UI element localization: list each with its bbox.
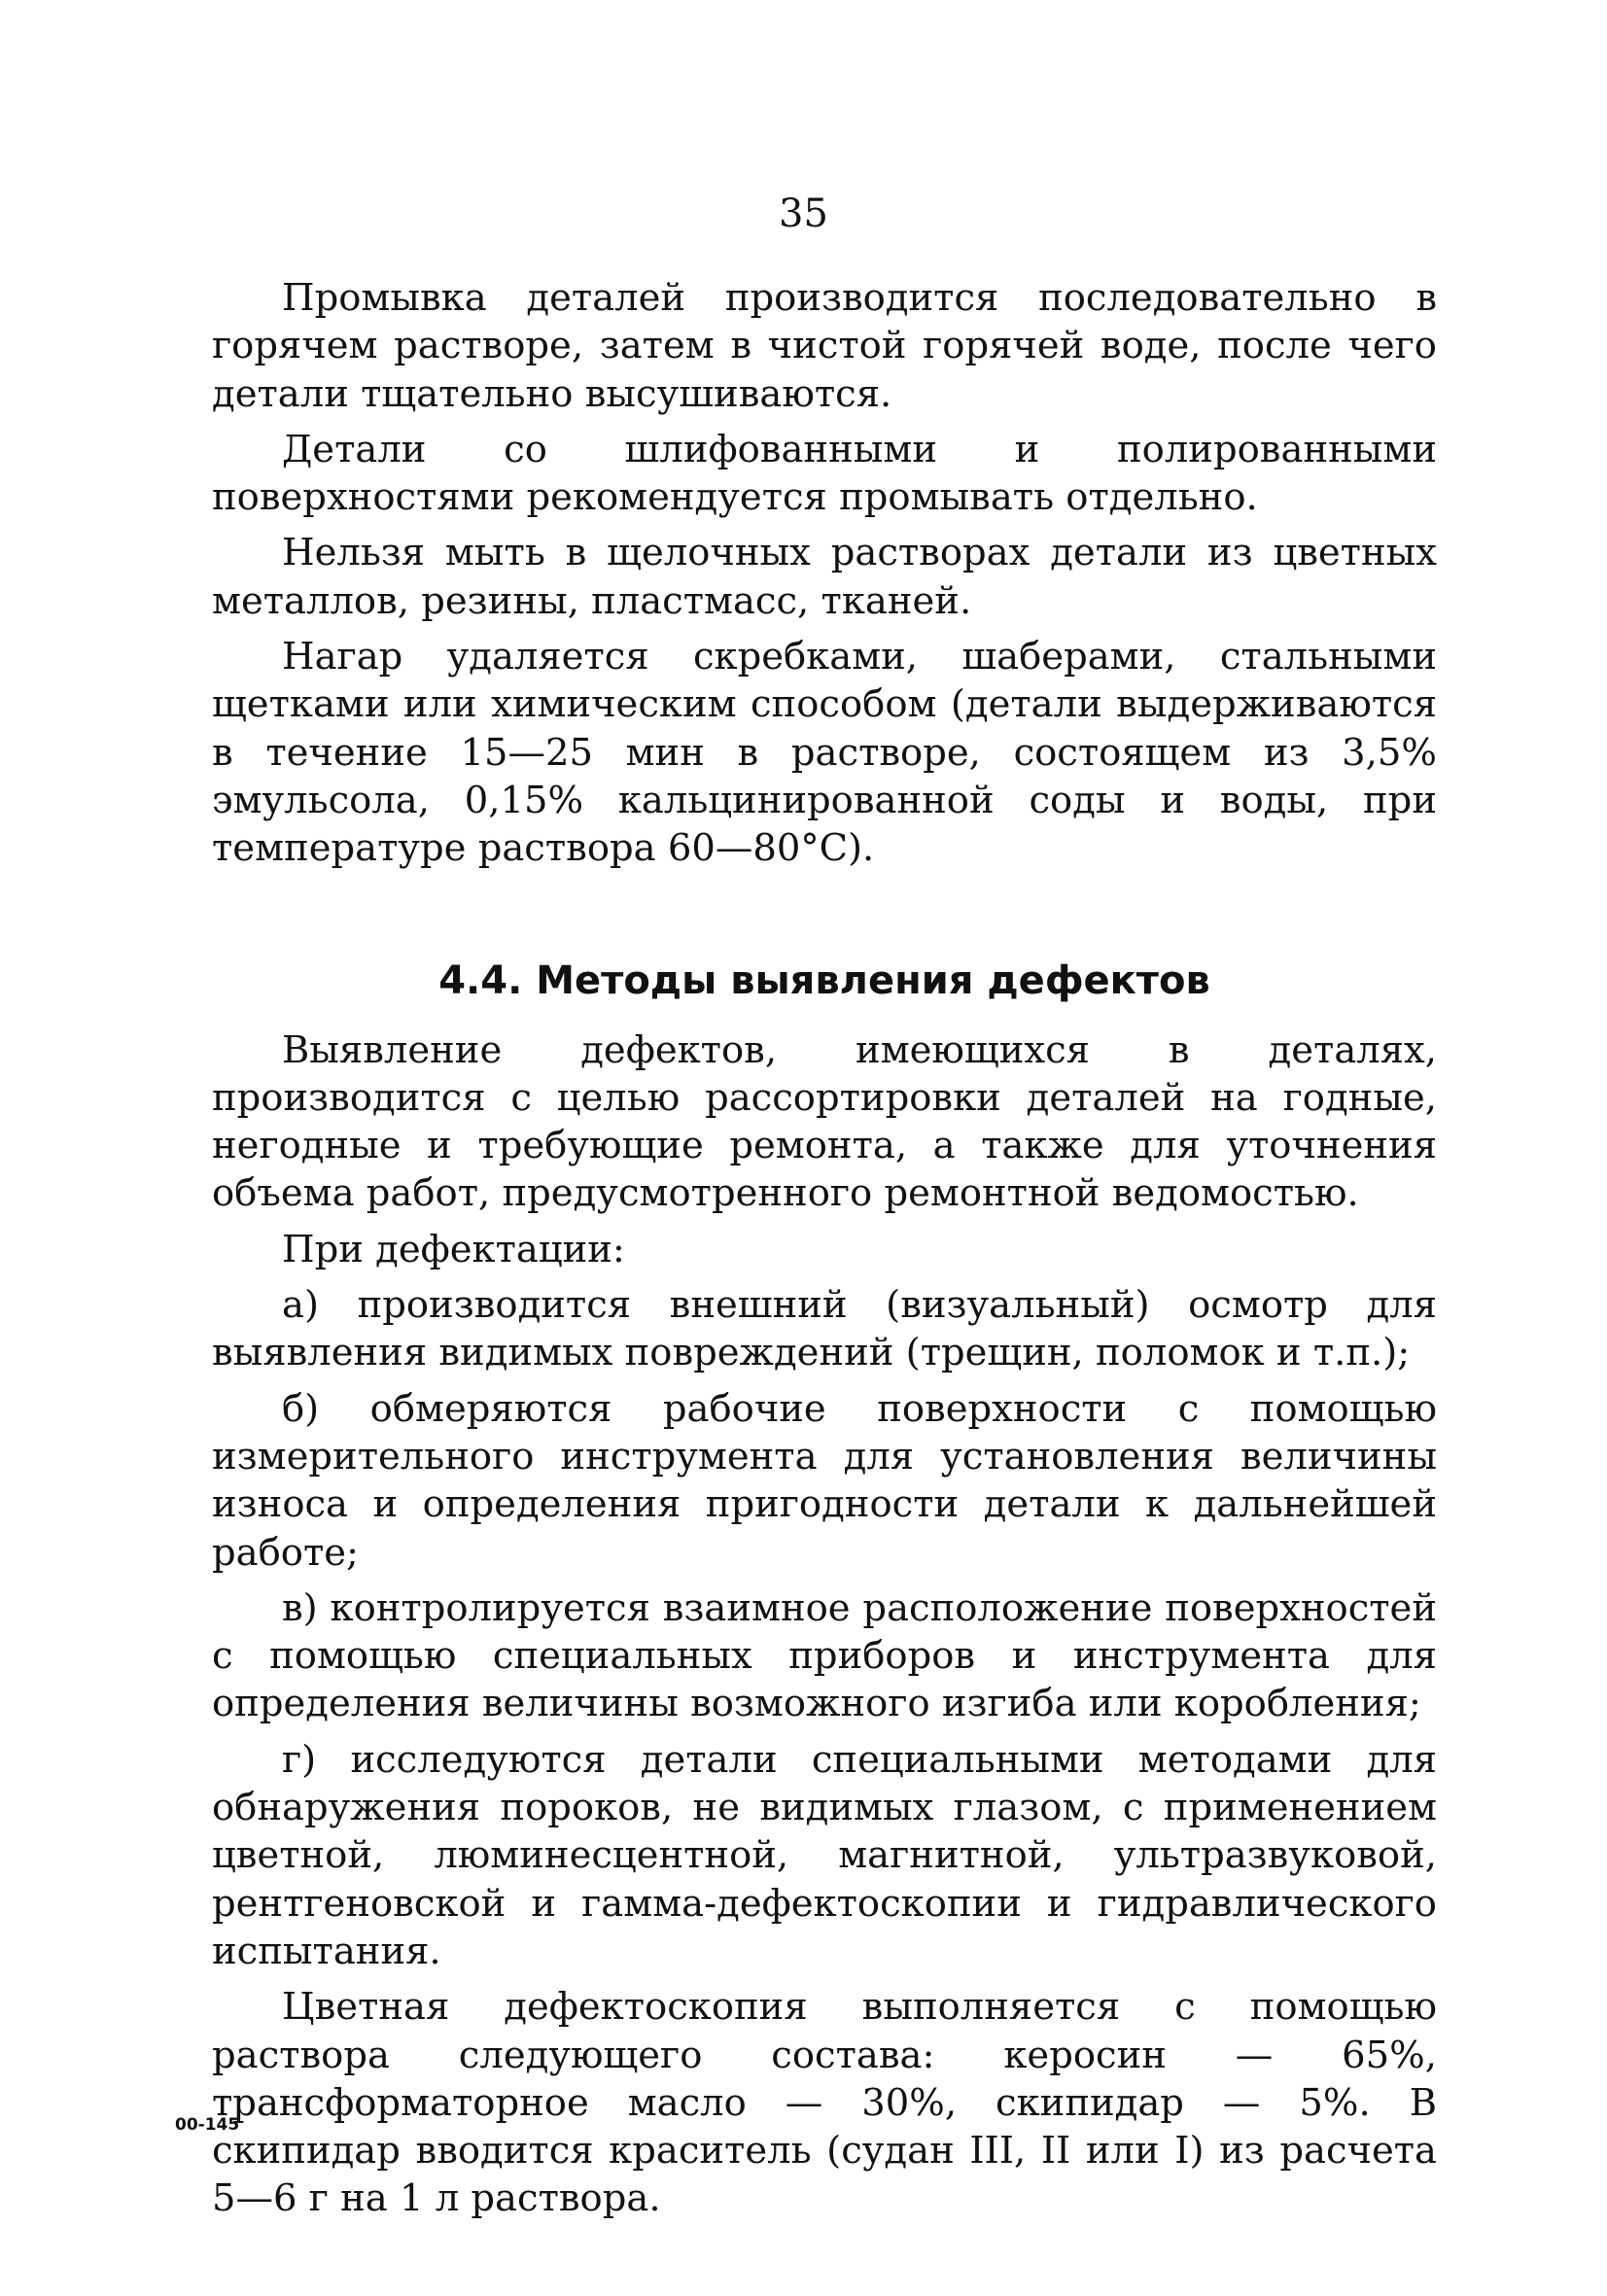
- list-item-v: в) контролируется взаимное расположение поверхностей с помощью специальных приборов и инструмента для определения величины возможного изгиба или коробления;: [212, 1585, 1437, 1726]
- list-item-a: а) производится внешний (визуальный) осмотр для выявления видимых повреждений (трещин, поломок и т.п.);: [212, 1283, 1437, 1375]
- paragraph-washing: Промывка деталей производится последовательно в горячем растворе, затем в чистой горячей воде, после чего детали тщательно высушиваются.: [212, 276, 1437, 416]
- paragraph-alkaline-warning: Нельзя мыть в щелочных растворах детали из цветных металлов, резины, пластмасс, тканей.: [212, 531, 1437, 623]
- section-heading: 4.4. Методы выявления дефектов: [438, 957, 1210, 1003]
- paragraph-polished-parts: Детали со шлифованными и полированными поверхностями рекомендуется промывать отдельно.: [212, 427, 1437, 520]
- paragraph-during-inspection: При дефектации:: [282, 1227, 625, 1271]
- page-body: [212, 274, 1437, 2223]
- paragraph-defect-detection: Выявление дефектов, имеющихся в деталях, производится с целью рассортировки деталей на годные, негодные и требующие ремонта, а также для уточнения объема работ, предусмотренного ремонтной ведомостью.: [212, 1027, 1437, 1216]
- page-number: 35: [779, 191, 828, 236]
- paragraph-color-defectoscopy: Цветная дефектоскопия выполняется с помощью раствора следующего состава: керосин — 65%, трансформаторное масло — 30%, скипидар — 5%. В скипидар вводится краситель (судан III, II или I) из расчета 5—6 г на 1 л раствора.: [212, 1985, 1437, 2221]
- list-item-g: г) исследуются детали специальными методами для обнаружения пороков, не видимых глазом, с применением цветной, люминесцентной, магнитной, ультразвуковой, рентгеновской и гамма-дефектоскопии и гидравлического испытания.: [212, 1737, 1437, 1973]
- printer-signature: 00-145: [175, 2115, 240, 2135]
- list-item-b: б) обмеряются рабочие поверхности с помощью измерительного инструмента для установления величины износа и определения пригодности детали к дальнейшей работе;: [212, 1386, 1437, 1575]
- paragraph-carbon-removal: Нагар удаляется скребками, шаберами, стальными щетками или химическим способом (детали выдерживаются в течение 15—25 мин в растворе, состоящем из 3,5% эмульсола, 0,15% кальцинированной соды и воды, при температуре раствора 60—80°С).: [212, 635, 1437, 871]
